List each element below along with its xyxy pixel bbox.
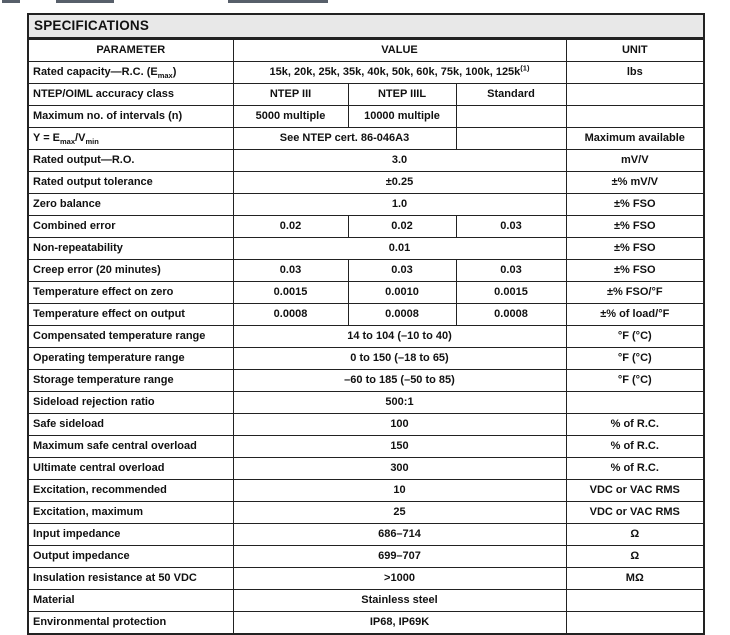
unit-cell: % of R.C.	[566, 436, 704, 458]
value-cell: 25	[233, 502, 566, 524]
table-row	[28, 348, 704, 370]
parameter-cell: Combined error	[28, 216, 233, 238]
table-body	[28, 62, 704, 635]
unit-cell	[566, 590, 704, 612]
parameter-cell: Insulation resistance at 50 VDC	[28, 568, 233, 590]
value-cell: 10000 multiple	[348, 106, 456, 128]
parameter-cell: Compensated temperature range	[28, 326, 233, 348]
table-row	[28, 194, 704, 216]
parameter-cell: Rated output tolerance	[28, 172, 233, 194]
unit-cell: ±% FSO	[566, 238, 704, 260]
parameter-cell: Input impedance	[28, 524, 233, 546]
unit-cell: °F (°C)	[566, 326, 704, 348]
parameter-cell: Non-repeatability	[28, 238, 233, 260]
value-cell: 0.0008	[348, 304, 456, 326]
parameter-cell: Rated capacity—R.C. $(E_{max})$	[28, 62, 233, 84]
table-row	[28, 568, 704, 590]
value-cell: 100	[233, 414, 566, 436]
value-cell: 0.01	[233, 238, 566, 260]
parameter-cell: Excitation, recommended	[28, 480, 233, 502]
value-cell	[456, 128, 566, 150]
cropped-text-fragment	[2, 0, 20, 3]
table-title: SPECIFICATIONS	[28, 14, 704, 39]
unit-cell	[566, 84, 704, 106]
table-row	[28, 524, 704, 546]
table-row	[28, 414, 704, 436]
table-row	[28, 370, 704, 392]
value-cell: NTEP III	[233, 84, 348, 106]
unit-cell: ±% mV/V	[566, 172, 704, 194]
parameter-cell: Maximum no. of intervals (n)	[28, 106, 233, 128]
unit-cell: % of R.C.	[566, 414, 704, 436]
column-header-value: VALUE	[233, 39, 566, 62]
table-row	[28, 260, 704, 282]
parameter-cell: Maximum safe central overload	[28, 436, 233, 458]
parameter-cell: Ultimate central overload	[28, 458, 233, 480]
parameter-cell: NTEP/OIML accuracy class	[28, 84, 233, 106]
parameter-cell: Environmental protection	[28, 612, 233, 635]
unit-cell: ±% FSO/°F	[566, 282, 704, 304]
unit-cell: ±% FSO	[566, 216, 704, 238]
value-cell: 15k, 20k, 25k, 35k, 40k, 50k, 60k, 75k, 100k, $125k^{(1)}$	[233, 62, 566, 84]
table-row	[28, 106, 704, 128]
unit-cell: VDC or VAC RMS	[566, 502, 704, 524]
value-cell: >1000	[233, 568, 566, 590]
value-cell	[456, 106, 566, 128]
value-cell: 1.0	[233, 194, 566, 216]
unit-cell: °F (°C)	[566, 370, 704, 392]
table-row	[28, 216, 704, 238]
value-cell: 500:1	[233, 392, 566, 414]
value-cell: 10	[233, 480, 566, 502]
value-cell: 0 to 150 (–18 to 65)	[233, 348, 566, 370]
parameter-cell: Excitation, maximum	[28, 502, 233, 524]
unit-cell: ±% FSO	[566, 194, 704, 216]
table-row	[28, 590, 704, 612]
table-row	[28, 458, 704, 480]
unit-cell	[566, 106, 704, 128]
table-row	[28, 304, 704, 326]
value-cell: Standard	[456, 84, 566, 106]
value-cell: 14 to 104 (–10 to 40)	[233, 326, 566, 348]
parameter-cell: Storage temperature range	[28, 370, 233, 392]
value-cell: 699–707	[233, 546, 566, 568]
parameter-cell: Rated output—R.O.	[28, 150, 233, 172]
unit-cell: Ω	[566, 524, 704, 546]
parameter-cell: Sideload rejection ratio	[28, 392, 233, 414]
value-cell: 686–714	[233, 524, 566, 546]
parameter-cell: Operating temperature range	[28, 348, 233, 370]
table-title-row	[28, 14, 704, 39]
column-header-unit: UNIT	[566, 39, 704, 62]
table-row	[28, 436, 704, 458]
table-row	[28, 128, 704, 150]
value-cell: 0.03	[456, 260, 566, 282]
parameter-cell: $Y = E_{max}/V_{min}$	[28, 128, 233, 150]
value-cell: 0.0008	[233, 304, 348, 326]
parameter-cell: Temperature effect on zero	[28, 282, 233, 304]
value-cell: ±0.25	[233, 172, 566, 194]
value-cell: See NTEP cert. 86-046A3	[233, 128, 456, 150]
value-cell: NTEP IIIL	[348, 84, 456, 106]
value-cell: 0.0010	[348, 282, 456, 304]
value-cell: 0.0015	[456, 282, 566, 304]
table-row	[28, 282, 704, 304]
value-cell: 0.0008	[456, 304, 566, 326]
unit-cell: °F (°C)	[566, 348, 704, 370]
table-row	[28, 150, 704, 172]
value-cell: 0.02	[233, 216, 348, 238]
parameter-cell: Output impedance	[28, 546, 233, 568]
table-header-row	[28, 39, 704, 62]
parameter-cell: Zero balance	[28, 194, 233, 216]
value-cell: 0.03	[233, 260, 348, 282]
specifications-table	[27, 13, 705, 635]
table-row	[28, 546, 704, 568]
table-row	[28, 238, 704, 260]
parameter-cell: Creep error (20 minutes)	[28, 260, 233, 282]
parameter-cell: Material	[28, 590, 233, 612]
unit-cell: MΩ	[566, 568, 704, 590]
unit-cell: mV/V	[566, 150, 704, 172]
table-row	[28, 326, 704, 348]
table-row	[28, 392, 704, 414]
table-row	[28, 84, 704, 106]
table-row	[28, 502, 704, 524]
unit-cell: Ω	[566, 546, 704, 568]
cropped-text-fragment	[0, 0, 730, 4]
column-header-parameter: PARAMETER	[28, 39, 233, 62]
value-cell: 3.0	[233, 150, 566, 172]
value-cell: –60 to 185 (–50 to 85)	[233, 370, 566, 392]
value-cell: 150	[233, 436, 566, 458]
value-cell: IP68, IP69K	[233, 612, 566, 635]
value-cell: 300	[233, 458, 566, 480]
value-cell: 5000 multiple	[233, 106, 348, 128]
table-row	[28, 62, 704, 84]
value-cell: 0.0015	[233, 282, 348, 304]
parameter-cell: Safe sideload	[28, 414, 233, 436]
unit-cell: Maximum available	[566, 128, 704, 150]
cropped-text-fragment	[228, 0, 328, 3]
cropped-text-fragment	[56, 0, 114, 3]
unit-cell: ±% of load/°F	[566, 304, 704, 326]
value-cell: 0.03	[456, 216, 566, 238]
table-row	[28, 480, 704, 502]
parameter-cell: Temperature effect on output	[28, 304, 233, 326]
value-cell: 0.03	[348, 260, 456, 282]
unit-cell	[566, 392, 704, 414]
table-row	[28, 172, 704, 194]
unit-cell: ±% FSO	[566, 260, 704, 282]
value-cell: Stainless steel	[233, 590, 566, 612]
value-cell: 0.02	[348, 216, 456, 238]
unit-cell: % of R.C.	[566, 458, 704, 480]
unit-cell: lbs	[566, 62, 704, 84]
unit-cell: VDC or VAC RMS	[566, 480, 704, 502]
